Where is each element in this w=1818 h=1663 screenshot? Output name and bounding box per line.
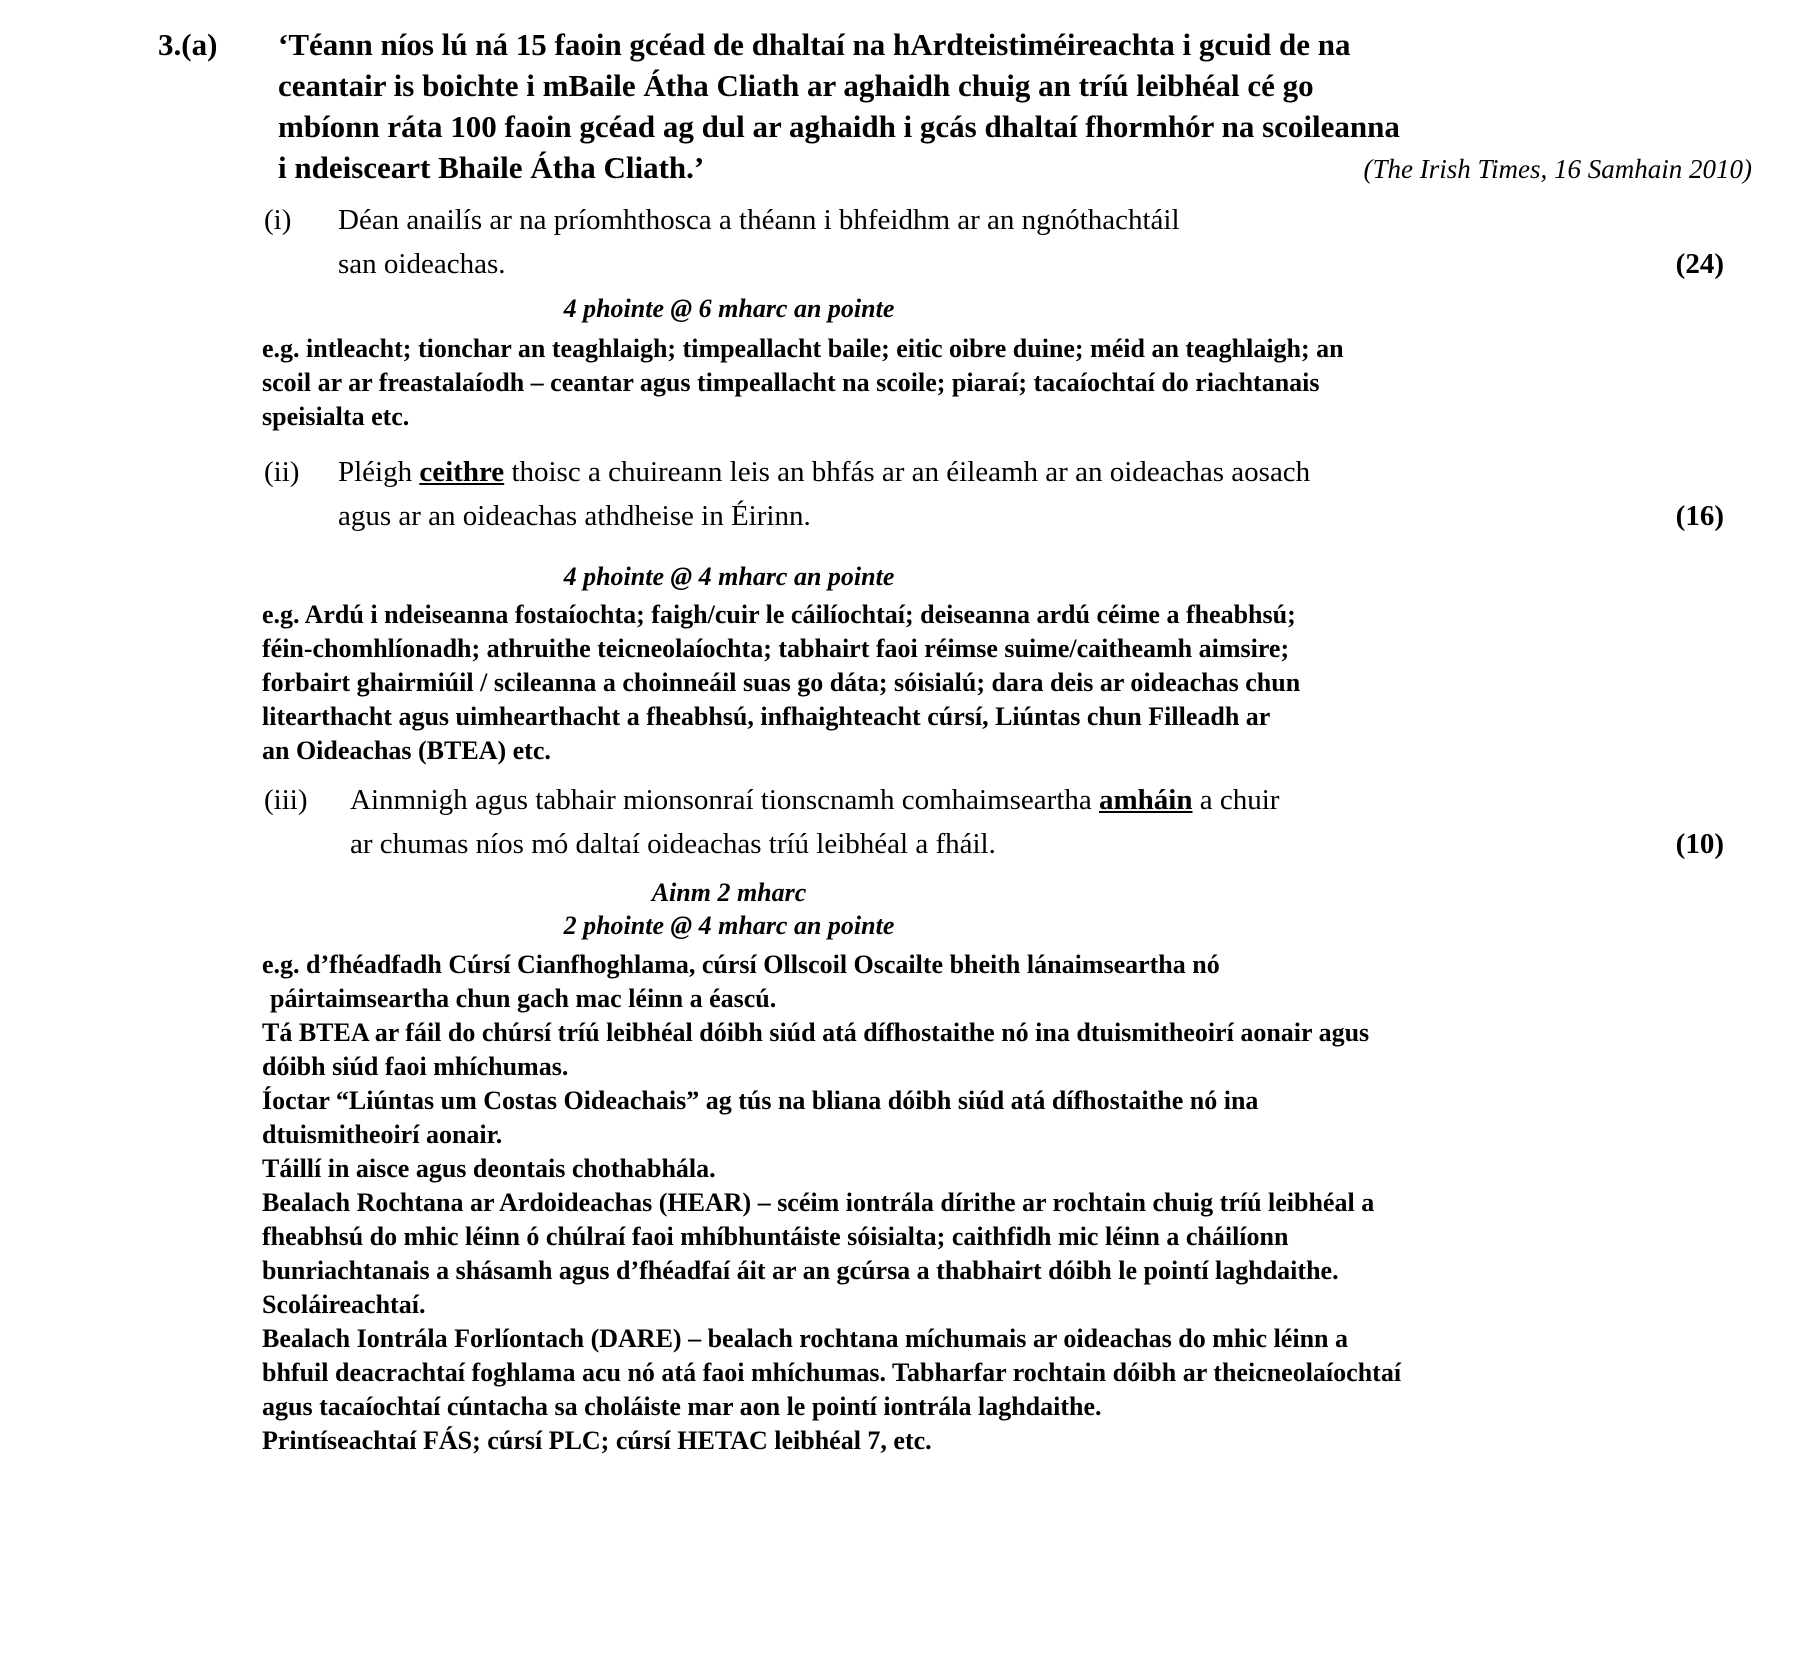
part-iii-scheme-line-1: Ainm 2 mharc (651, 878, 807, 907)
part-ii-marks: (16) (1675, 500, 1724, 532)
part-ii-body (338, 450, 1818, 538)
part-ii-line-2: agus ar an oideachas athdheise in Éirinn. (338, 500, 811, 532)
part-iii-example-line: dtuismitheoirí aonair. (262, 1120, 503, 1149)
part-i-example-line: e.g. intleacht; tionchar an teaghlaigh; timpeallacht baile; eitic oibre duine; méid an teaghlaigh; an (262, 334, 1344, 363)
part-i-line-1: Déan anailís ar na príomhthosca a théann i bhfeidhm ar an ngnóthachtáil (338, 204, 1180, 236)
part-ii-scheme-line-1: 4 phointe @ 4 mharc an pointe (563, 562, 895, 591)
quote-source: (The Irish Times, 16 Samhain 2010) (1363, 154, 1752, 184)
part-iii-example-line: bhfuil deacrachtaí foghlama acu nó atá faoi mhíchumas. Tabharfar rochtain dóibh ar theicneolaíochtaí (262, 1358, 1402, 1387)
part-ii-emphasis: ceithre (419, 456, 505, 488)
part-ii-example-line: an Oideachas (BTEA) etc. (262, 736, 551, 765)
part-i (0, 198, 1818, 286)
part-iii (0, 778, 1818, 866)
part-iii-examples (262, 948, 1722, 1458)
part-ii-example-line: forbairt ghairmiúil / scileanna a choinneáil suas go dáta; sóisialú; dara deis ar oideachas chun (262, 668, 1301, 697)
quote-line-1: ‘Téann níos lú ná 15 faoin gcéad de dhaltaí na hArdteistiméireachta i gcuid de na (278, 27, 1351, 62)
part-ii-example-line: litearthacht agus uimhearthacht a fheabhsú, infhaighteacht cúrsí, Liúntas chun Filleadh ar (262, 702, 1271, 731)
part-iii-line-1 (350, 778, 1778, 822)
question-quote-body (278, 24, 1818, 190)
part-iii-emphasis: amháin (1099, 784, 1193, 816)
part-iii-example-line: Íoctar “Liúntas um Costas Oideachais” ag tús na bliana dóibh siúd atá dífhostaithe nó ina (262, 1086, 1259, 1115)
part-i-example-line: speisialta etc. (262, 402, 410, 431)
part-ii-line-1 (338, 450, 1778, 494)
quote-line-3: mbíonn ráta 100 faoin gcéad ag dul ar aghaidh i gcás dhaltaí fhormhór na scoileanna (278, 109, 1400, 144)
part-i-line-2-row (338, 242, 1778, 286)
part-iii-body (350, 778, 1818, 866)
part-ii-scheme (0, 560, 1818, 593)
part-ii-line-2-row (338, 494, 1778, 538)
part-iii-line-2-row (350, 822, 1778, 866)
part-iii-example-line: Scoláireachtaí. (262, 1290, 426, 1319)
part-ii-example-line: e.g. Ardú i ndeiseanna fostaíochta; faigh/cuir le cáilíochtaí; deiseanna ardú céime a fheabhsú; (262, 600, 1296, 629)
part-i-marks: (24) (1675, 248, 1724, 280)
part-iii-example-line: agus tacaíochtaí cúntacha sa choláiste mar aon le pointí iontrála laghdaithe. (262, 1392, 1102, 1421)
part-iii-line-1-pre: Ainmnigh agus tabhair mionsonraí tionscnamh comhaimseartha (350, 784, 1100, 816)
part-iii-example-line: fheabhsú do mhic léinn ó chúlraí faoi mhíbhuntáiste sóisialta; caithfidh mic léinn a cháilíonn (262, 1222, 1289, 1251)
part-iii-example-line: Tá BTEA ar fáil do chúrsí tríú leibhéal dóibh siúd atá dífhostaithe nó ina dtuismitheoirí aonair agus (262, 1018, 1370, 1047)
part-iii-marks: (10) (1675, 828, 1724, 860)
part-i-example-line: scoil ar ar freastalaíodh – ceantar agus timpeallacht na scoile; piaraí; tacaíochtaí do riachtanais (262, 368, 1320, 397)
part-ii-example-line: féin-chomhlíonadh; athruithe teicneolaíochta; tabhairt faoi réimse suime/caitheamh aimsire; (262, 634, 1290, 663)
part-ii-line-1-post: thoisc a chuireann leis an bhfás ar an éileamh ar an oideachas aosach (504, 456, 1311, 488)
part-iii-line-2: ar chumas níos mó daltaí oideachas tríú leibhéal a fháil. (350, 828, 996, 860)
part-i-line-2: san oideachas. (338, 248, 506, 280)
quote-last-line-row (278, 147, 1758, 190)
quote-line-4: i ndeisceart Bhaile Átha Cliath.’ (278, 150, 705, 185)
part-iii-line-1-post: a chuir (1192, 784, 1280, 816)
quote-line-2: ceantair is boichte i mBaile Átha Cliath ar aghaidh chuig an tríú leibhéal cé go (278, 68, 1314, 103)
part-iii-example-line: Táillí in aisce agus deontais chothabhála. (262, 1154, 716, 1183)
part-iii-example-line: bunriachtanais a shásamh agus d’fhéadfaí áit ar an gcúrsa a thabhairt dóibh le pointí laghdaithe. (262, 1256, 1339, 1285)
part-iii-example-line: Bealach Rochtana ar Ardoideachas (HEAR) – scéim iontrála dírithe ar rochtain chuig tríú leibhéal a (262, 1188, 1375, 1217)
question-quote-block (0, 24, 1818, 190)
part-iii-example-line: páirtaimseartha chun gach mac léinn a éascú. (270, 984, 777, 1013)
part-iii-example-line: e.g. d’fhéadfadh Cúrsí Cianfhoghlama, cúrsí Ollscoil Oscailte bheith lánaimseartha nó (262, 950, 1220, 979)
part-iii-example-line: dóibh siúd faoi mhíchumas. (262, 1052, 569, 1081)
part-i-label: (i) (264, 204, 292, 236)
part-i-body (338, 198, 1818, 286)
part-i-scheme (0, 292, 1818, 325)
part-iii-label: (iii) (264, 784, 308, 816)
part-ii (0, 450, 1818, 538)
part-i-scheme-line-1: 4 phointe @ 6 mharc an pointe (563, 294, 895, 323)
part-ii-label: (ii) (264, 456, 300, 488)
part-iii-example-line: Bealach Iontrála Forlíontach (DARE) – bealach rochtana míchumais ar oideachas do mhic léinn a (262, 1324, 1348, 1353)
part-i-examples (262, 332, 1722, 434)
part-iii-scheme-line-2: 2 phointe @ 4 mharc an pointe (563, 911, 895, 940)
question-number: 3.(a) (158, 27, 218, 62)
part-iii-scheme (0, 876, 1818, 942)
part-ii-line-1-pre: Pléigh (338, 456, 420, 488)
part-iii-example-line: Printíseachtaí FÁS; cúrsí PLC; cúrsí HETAC leibhéal 7, etc. (262, 1426, 932, 1455)
part-ii-examples (262, 598, 1722, 768)
